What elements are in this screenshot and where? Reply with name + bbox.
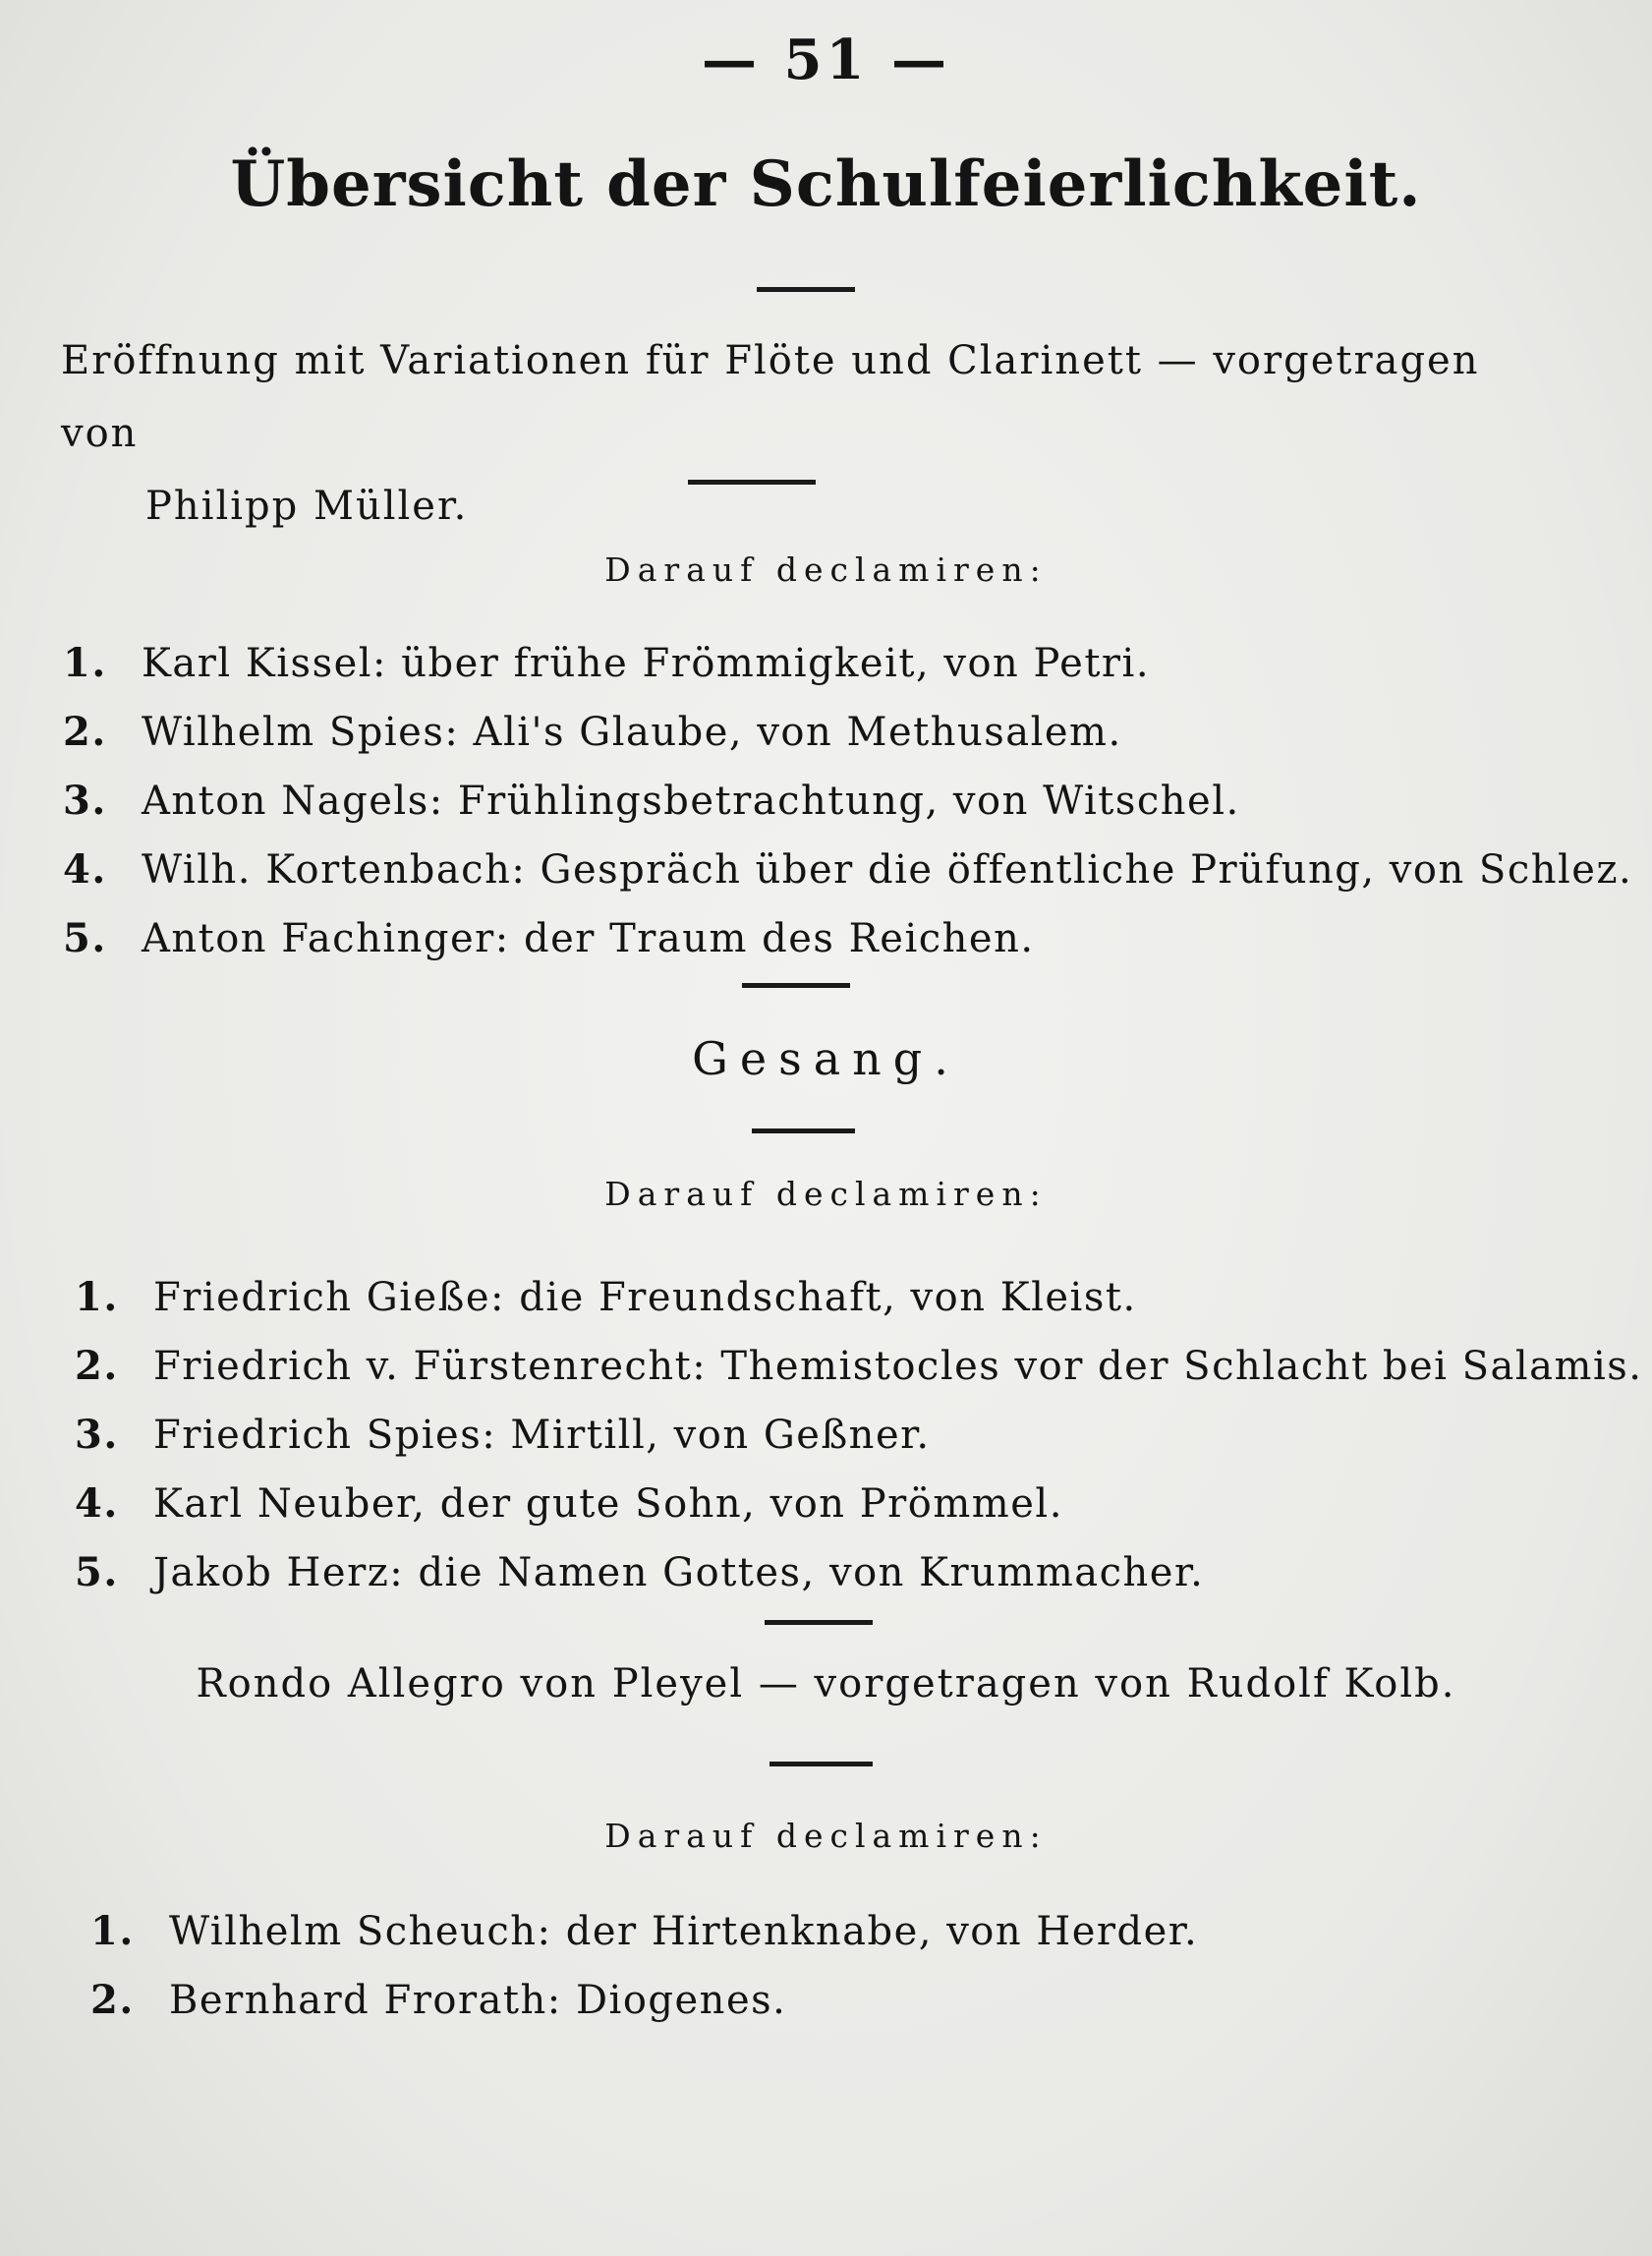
list-item [75,1332,1642,1401]
divider [769,1762,873,1766]
page-number: — 51 — [702,28,950,92]
list-item [90,1966,1198,2035]
opening-line-1: Eröffnung mit Variationen für Flöte und Clarinett — vorgetragen von [61,338,1480,456]
list-item [90,1897,1198,1966]
list-item [63,836,1632,904]
divider [757,287,855,292]
item-number: 3. [75,1412,119,1458]
item-text: Jakob Herz: die Namen Gottes, von Krummacher. [153,1550,1205,1595]
item-number: 2. [63,709,107,755]
divider [742,983,850,988]
item-text: Karl Kissel: über frühe Frömmigkeit, von Petri. [142,641,1151,686]
item-number: 5. [63,915,107,961]
page-title: Übersicht der Schulfeierlichkeit. [230,147,1422,221]
item-text: Bernhard Frorath: Diogenes. [169,1978,787,2023]
list-item [63,698,1632,767]
list-item [63,904,1632,973]
item-text: Anton Fachinger: der Traum des Reichen. [142,916,1035,961]
recitation-list [75,1263,1642,1607]
item-text: Wilhelm Spies: Ali's Glaube, von Methusalem. [142,710,1122,755]
section-heading: Darauf declamiren: [604,1817,1048,1855]
item-number: 2. [90,1977,135,2023]
recitation-list [63,629,1632,973]
rondo-line: Rondo Allegro von Pleyel — vorgetragen von Rudolf Kolb. [196,1661,1456,1706]
list-item [63,767,1632,836]
list-item [63,629,1632,698]
divider [765,1620,873,1625]
item-number: 1. [63,640,107,686]
recitation-list [90,1897,1198,2035]
item-number: 4. [75,1480,119,1527]
divider [752,1128,855,1133]
opening-paragraph [61,324,1535,543]
item-text: Friedrich Gieße: die Freundschaft, von Kleist. [153,1275,1137,1320]
item-text: Wilh. Kortenbach: Gespräch über die öffentliche Prüfung, von Schlez. [142,847,1633,893]
item-text: Karl Neuber, der gute Sohn, von Prömmel. [153,1481,1063,1527]
item-number: 5. [75,1549,119,1595]
list-item [75,1470,1642,1538]
list-item [75,1401,1642,1470]
item-text: Anton Nagels: Frühlingsbetrachtung, von Witschel. [142,779,1240,824]
divider [688,480,816,485]
list-item [75,1263,1642,1332]
section-heading: Darauf declamiren: [604,550,1048,589]
item-number: 1. [75,1274,119,1320]
list-item [75,1538,1642,1607]
section-heading: Darauf declamiren: [604,1175,1048,1213]
item-text: Friedrich v. Fürstenrecht: Themistocles vor der Schlacht bei Salamis. [153,1344,1643,1389]
item-text: Wilhelm Scheuch: der Hirtenknabe, von Herder. [169,1909,1199,1954]
item-number: 3. [63,778,107,824]
opening-line-2: Philipp Müller. [145,484,469,529]
gesang-heading: Gesang. [692,1032,960,1085]
item-number: 2. [75,1343,119,1389]
item-text: Friedrich Spies: Mirtill, von Geßner. [153,1413,931,1458]
item-number: 1. [90,1908,135,1954]
item-number: 4. [63,846,107,893]
